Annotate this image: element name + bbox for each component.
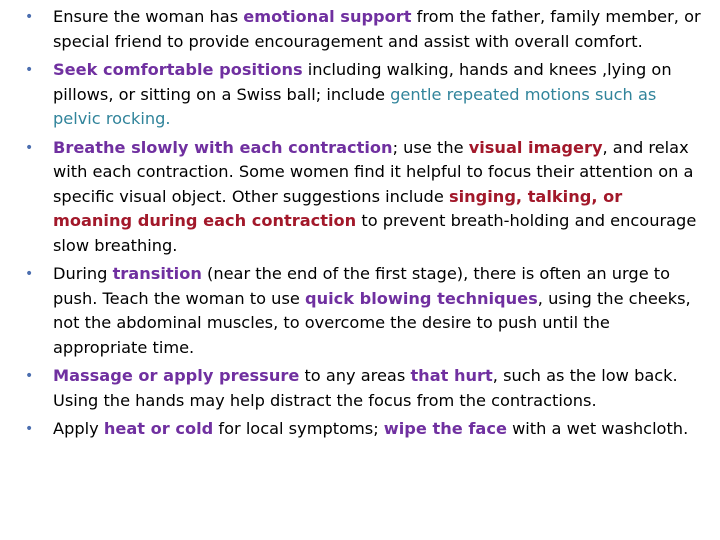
emphasis-text: Breathe slowly with each contraction <box>53 137 393 157</box>
bullet-item <box>22 364 702 413</box>
emphasis-text: gentle repeated motions such as pelvic rocking. <box>53 84 657 128</box>
bullet-text: , and relax with each contraction. Some women find it helpful to focus their attention on a specific visual object. Other suggestions include <box>53 137 694 206</box>
emphasis-text: singing, talking, or moaning during each contraction <box>53 186 623 230</box>
emphasis-text: Seek comfortable positions <box>53 60 303 79</box>
bullet-marker: • <box>25 62 34 78</box>
emphasis-text: visual imagery <box>468 137 603 157</box>
bullet-item <box>22 58 702 132</box>
bullet-marker: • <box>25 9 34 25</box>
bullet-text: from the father, family member, or special friend to provide encouragement and assist with overall comfort. <box>53 7 701 51</box>
emphasis-text: heat or cold <box>103 419 214 438</box>
bullet-text: to prevent breath-holding and encourage slow breathing. <box>53 211 697 255</box>
bullet-marker: • <box>25 139 34 156</box>
bullet-text: to any areas <box>299 366 411 385</box>
bullet-marker: • <box>25 421 34 437</box>
emphasis-text: Massage or apply pressure <box>53 366 300 385</box>
bullet-item <box>22 5 702 54</box>
bullet-item <box>22 136 702 259</box>
bullet-text: with a wet washcloth. <box>506 419 689 438</box>
bullet-item <box>22 262 702 360</box>
bullet-marker: • <box>25 368 34 384</box>
emphasis-text: that hurt <box>410 366 493 385</box>
bullet-text: Ensure the woman has <box>53 7 244 26</box>
bullet-text: , using the cheeks, not the abdominal muscles, to overcome the desire to push until the appropriate time. <box>53 288 691 357</box>
emphasis-text: emotional support <box>243 7 412 26</box>
bullet-list <box>22 5 702 446</box>
bullet-marker: • <box>25 266 34 282</box>
emphasis-text: wipe the face <box>383 419 507 438</box>
bullet-text: Apply <box>53 419 104 438</box>
bullet-item <box>22 417 702 442</box>
bullet-text: including walking, hands and knees ,lying on pillows, or sitting on a Swiss ball; include <box>53 60 672 104</box>
bullet-text: ; use the <box>392 137 469 157</box>
bullet-text: , such as the low back. Using the hands may help distract the focus from the contractions. <box>53 366 678 410</box>
bullet-text: (near the end of the first stage), there is often an urge to push. Teach the woman to use <box>53 264 671 308</box>
emphasis-text: quick blowing techniques <box>304 288 538 308</box>
bullet-text: During <box>53 264 113 283</box>
emphasis-text: transition <box>112 264 202 283</box>
bullet-text: for local symptoms; <box>213 419 384 438</box>
